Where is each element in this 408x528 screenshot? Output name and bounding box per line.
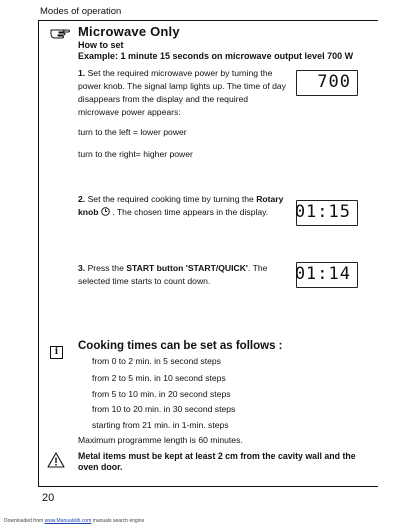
step-2-text [78,193,288,219]
display-time-set-value: 01:15 [294,202,351,222]
step-3-post: . The selected time starts to count down. [78,263,268,286]
subtitle: How to set [78,40,124,50]
cooking-step: from 5 to 10 min. in 20 second steps [92,389,231,399]
cooking-step: from 0 to 2 min. in 5 second steps [92,356,221,366]
rotary-knob-icon [101,207,110,216]
step-1-description: Set the required microwave power by turning the power knob. The signal lamp lights up. The time of day disappears from the display and the required microwave power appears: [78,68,286,117]
step-2-number: 2. [78,194,86,204]
step-2-pre: Set the required cooking time by turning the [87,194,254,204]
step-1-number: 1. [78,68,86,78]
download-footer [4,518,144,524]
example-text: Example: 1 minute 15 seconds on microwave output level 700 W [78,51,354,61]
page-title: Microwave Only [78,24,180,39]
turn-right-text: turn to the right= higher power [78,149,193,159]
cooking-step: from 10 to 20 min. in 30 second steps [92,404,236,414]
cooking-times-title: Cooking times can be set as follows : [78,340,283,352]
bottom-rule [38,486,378,487]
warning-text: Metal items must be kept at least 2 cm from the cavity wall and the oven door. [78,451,356,472]
warning-triangle-icon [47,452,65,468]
step-3-number: 3. [78,263,86,273]
step-3-bold1: START button [126,263,184,273]
turn-left-text: turn to the left = lower power [78,127,187,137]
display-countdown [296,262,358,288]
cooking-step: starting from 21 min. in 1-min. steps [92,420,229,430]
cooking-step: from 2 to 5 min. in 10 second steps [92,373,226,383]
step-3-bold2: 'START/QUICK' [185,263,248,273]
section-header: Modes of operation [40,6,122,17]
display-power [296,70,358,96]
page-number: 20 [42,492,55,504]
display-countdown-value: 01:14 [294,264,351,284]
footer-pre: Downloaded from [4,518,44,524]
left-rule [38,20,39,486]
footer-post: manuals search engine [92,518,145,524]
step-2-bold: Rotary knob [78,194,284,217]
display-power-value: 700 [317,72,351,92]
info-icon: i [50,346,63,359]
footer-link[interactable]: www.Manualslib.com [44,518,92,524]
top-rule [38,20,378,21]
step-3-pre: Press the [87,263,124,273]
pointing-hand-icon [50,25,70,39]
step-1-text [78,67,288,119]
step-3-text [78,262,288,288]
max-length-text: Maximum programme length is 60 minutes. [78,435,243,445]
display-time-set [296,200,358,226]
step-2-post: . The chosen time appears in the display. [112,207,269,217]
